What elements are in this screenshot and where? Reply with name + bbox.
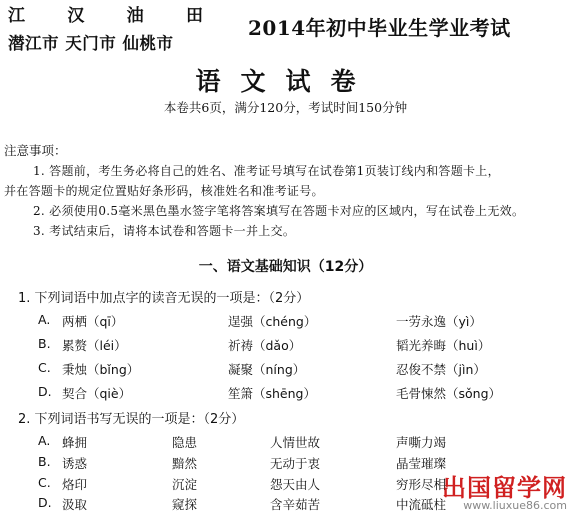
notice-line: 3. 考试结束后，请将本试卷和答题卡一并上交。 <box>33 224 296 238</box>
q1-option-item: 忍俊不禁（jìn） <box>396 362 486 377</box>
notice-heading: 注意事项： <box>4 143 67 158</box>
q2-option-item: 穷形尽相 <box>396 477 447 492</box>
paper-subtitle: 本卷共6页，满分120分，考试时间150分钟 <box>163 100 408 115</box>
notice-line: 2. 必须使用0.5毫米黑色墨水签字笔将答案填写在答题卡对应的区域内，写在试卷上无效。 <box>33 204 525 218</box>
q1-option-letter: B. <box>38 336 51 351</box>
q1-option-item: 逞强（chéng） <box>228 314 317 329</box>
question-2-stem: 2. 下列词语书写无误的一项是：（2分） <box>18 412 245 427</box>
q1-option-item: 契合（qiè） <box>62 386 132 401</box>
q2-option-letter: B. <box>38 454 51 469</box>
q2-option-item: 蜂拥 <box>62 435 88 450</box>
region-block <box>8 2 203 58</box>
q2-option-item: 窥探 <box>172 497 198 512</box>
region-line-1-char: 田 <box>185 6 203 26</box>
section-heading: 一、语文基础知识（12分） <box>198 259 373 275</box>
q2-option-item: 声嘶力竭 <box>396 435 447 450</box>
q2-option-item: 烙印 <box>62 477 88 492</box>
q1-option-item: 祈祷（dǎo） <box>228 338 302 353</box>
q1-option-item: 韬光养晦（huì） <box>396 338 491 353</box>
q1-option-item: 凝聚（níng） <box>228 362 306 377</box>
notice-line: 并在答题卡的规定位置贴好条形码，核准姓名和准考证号。 <box>4 184 324 198</box>
q2-option-item: 晶莹璀璨 <box>396 456 447 471</box>
region-line-2: 潜江市 天门市 仙桃市 <box>8 34 174 53</box>
q2-option-item: 黯然 <box>172 456 198 471</box>
q1-option-letter: C. <box>38 360 51 375</box>
exam-title: 2014年初中毕业生学业考试 <box>248 16 511 40</box>
notice-line: 1. 答题前，考生务必将自己的姓名、准考证号填写在试卷第1页装订线内和答题卡上， <box>33 164 500 178</box>
q2-option-item: 人情世故 <box>270 435 321 450</box>
q1-option-item: 一劳永逸（yì） <box>396 314 482 329</box>
q2-option-letter: A. <box>38 433 51 448</box>
watermark-url: www.liuxue86.com <box>463 499 567 512</box>
q2-option-item: 怨天由人 <box>270 477 321 492</box>
q2-option-letter: C. <box>38 475 51 490</box>
q2-option-item: 中流砥柱 <box>396 497 447 512</box>
q1-option-item: 笙箫（shēng） <box>228 386 316 401</box>
q1-option-item: 秉烛（bǐng） <box>62 362 140 377</box>
region-line-1-char: 江 <box>8 6 25 26</box>
q1-option-letter: D. <box>38 384 52 399</box>
region-line-1 <box>8 2 203 30</box>
question-1-stem: 1. 下列词语中加点字的读音无误的一项是：（2分） <box>18 291 310 306</box>
q2-option-item: 含辛茹苦 <box>270 497 321 512</box>
q1-option-item: 毛骨悚然（sǒng） <box>396 386 502 401</box>
watermark-logo-text: 出国留学网 <box>442 474 567 502</box>
q2-option-item: 隐患 <box>172 435 198 450</box>
q1-option-item: 两栖（qī） <box>62 314 124 329</box>
paper-title: 语文试卷 <box>195 67 376 96</box>
q2-option-item: 汲取 <box>62 497 88 512</box>
region-line-1-char: 汉 <box>67 6 85 26</box>
q2-option-item: 无动于衷 <box>270 456 321 471</box>
q1-option-letter: A. <box>38 312 51 327</box>
watermark <box>442 476 567 512</box>
q1-option-item: 累赘（léi） <box>62 338 127 353</box>
q2-option-letter: D. <box>38 495 52 510</box>
q2-option-item: 沉淀 <box>172 477 198 492</box>
region-line-1-char: 油 <box>126 6 144 26</box>
q2-option-item: 诱惑 <box>62 456 88 471</box>
